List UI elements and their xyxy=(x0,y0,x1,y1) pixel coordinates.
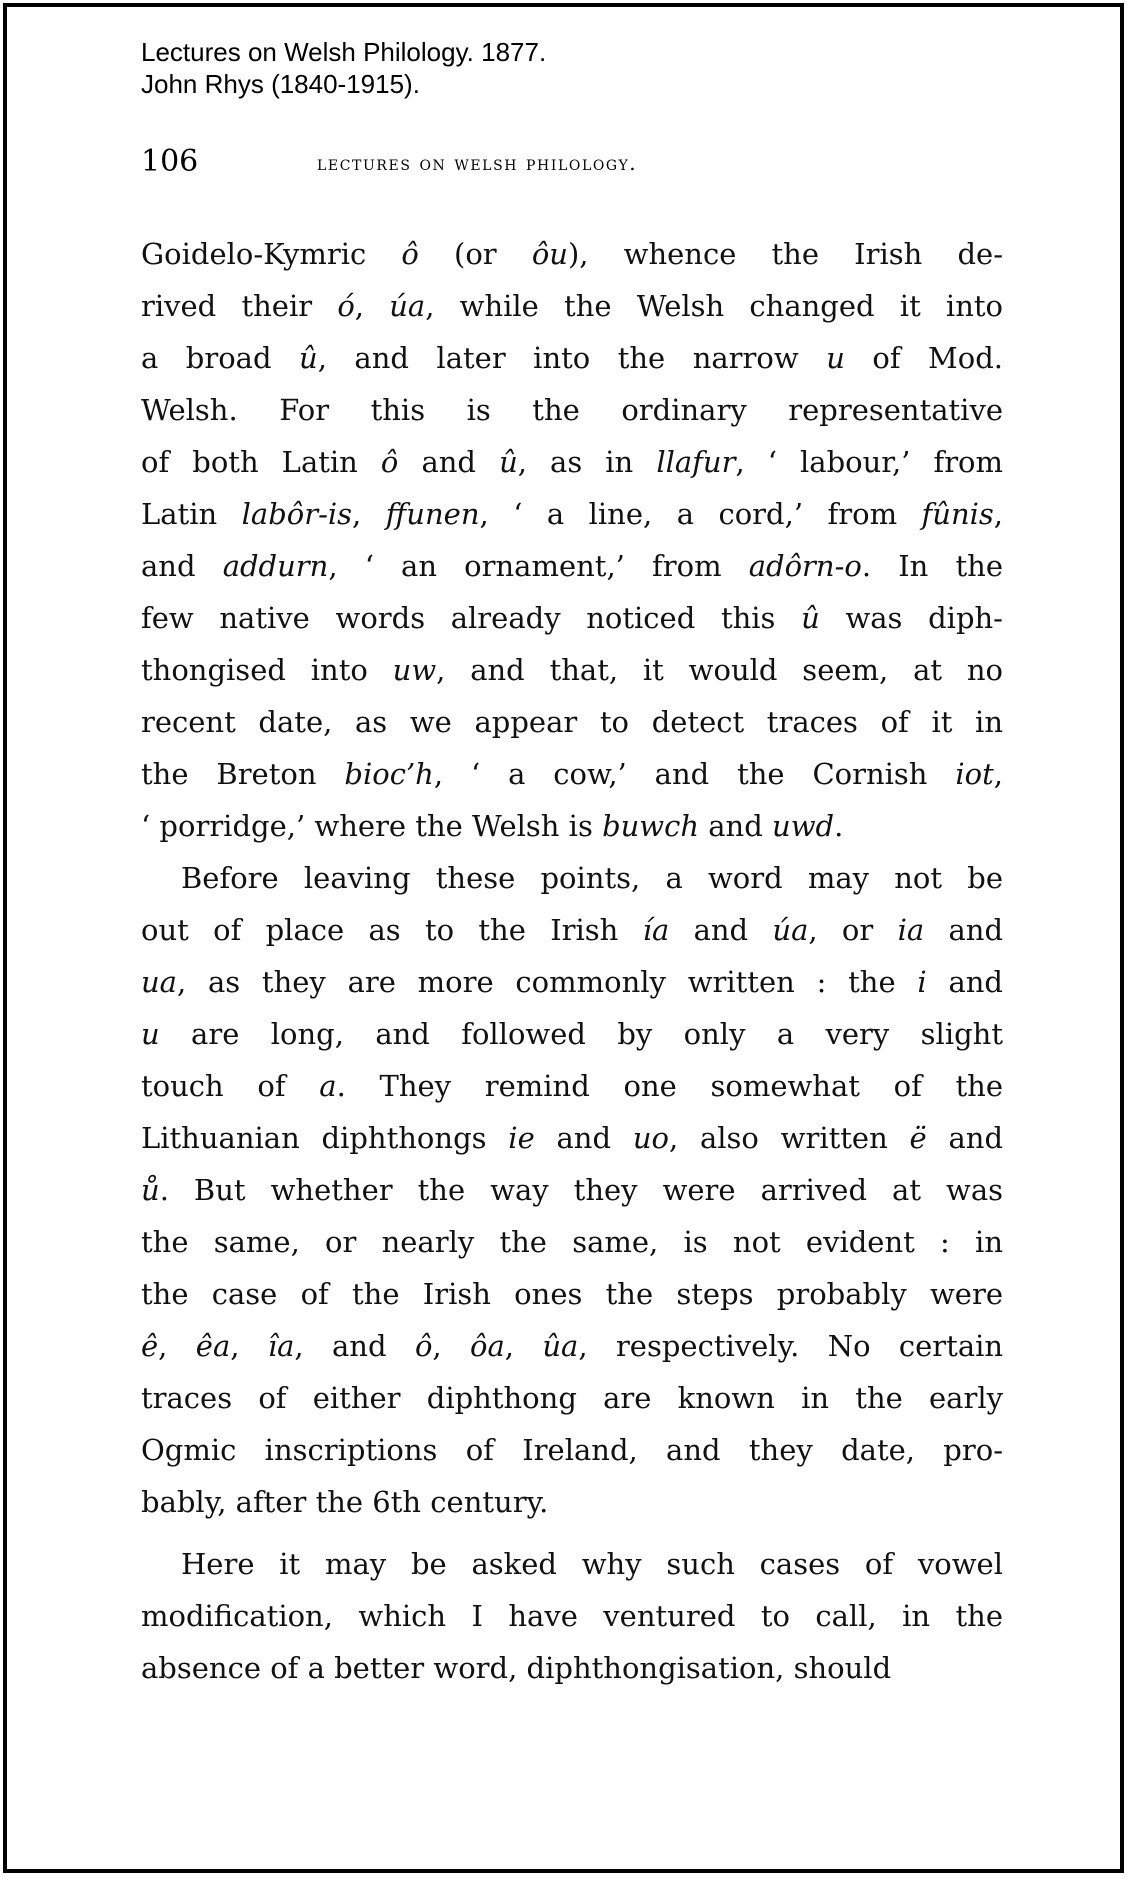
text-run: , or xyxy=(808,913,898,947)
italic-term: fûnis xyxy=(921,497,994,531)
text-line xyxy=(141,1590,1003,1642)
text-run: the Breton xyxy=(141,757,345,791)
paragraph xyxy=(141,228,1003,852)
text-line xyxy=(141,748,1003,800)
text-run: are long, and followed by only a very slight xyxy=(159,1017,1003,1051)
text-run: recent date, as we appear to detect traces of it in xyxy=(141,705,1003,739)
text-run: . But whether the way they were arrived at was xyxy=(159,1173,1003,1207)
text-line xyxy=(141,852,1003,904)
italic-term: u xyxy=(826,341,845,375)
text-run: Lithuanian diphthongs xyxy=(141,1121,509,1155)
italic-term: û xyxy=(299,341,318,375)
text-run: rived their xyxy=(141,289,338,323)
text-run: few native words already noticed this xyxy=(141,601,802,635)
italic-term: êa xyxy=(195,1329,231,1363)
text-run: , xyxy=(354,289,390,323)
italic-term: adôrn-o xyxy=(748,549,862,583)
text-run: and xyxy=(141,549,223,583)
text-run: and xyxy=(926,1121,1003,1155)
italic-term: ûa xyxy=(542,1329,579,1363)
text-run: . They remind one somewhat of the xyxy=(336,1069,1003,1103)
text-line xyxy=(141,904,1003,956)
text-run: Ogmic inscriptions of Ireland, and they date, pro- xyxy=(141,1433,1003,1467)
text-run: , xyxy=(432,1329,471,1363)
italic-term: addurn xyxy=(222,549,329,583)
text-line xyxy=(141,228,1003,280)
text-line xyxy=(141,1372,1003,1424)
text-run: a broad xyxy=(141,341,300,375)
italic-term: ôu xyxy=(531,237,568,271)
italic-term: ia xyxy=(897,913,925,947)
italic-term: ua xyxy=(141,965,177,999)
text-run: , xyxy=(352,497,386,531)
italic-term: ôa xyxy=(470,1329,505,1363)
italic-term: uwd xyxy=(772,809,835,843)
italic-term: úa xyxy=(772,913,809,947)
italic-term: ë xyxy=(909,1121,927,1155)
text-run: , and xyxy=(294,1329,415,1363)
text-run: and xyxy=(699,809,773,843)
text-run: was diph- xyxy=(819,601,1003,635)
running-head xyxy=(141,142,1003,182)
italic-term: û xyxy=(499,445,518,479)
text-run: , as in xyxy=(517,445,657,479)
text-run: , and that, it would seem, at no xyxy=(436,653,1003,687)
italic-term: llafur xyxy=(656,445,736,479)
text-run: Before leaving these points, a word may not be xyxy=(181,861,1003,895)
italic-term: ů xyxy=(141,1173,160,1207)
text-run: , xyxy=(504,1329,543,1363)
text-line xyxy=(141,1112,1003,1164)
text-run: , ‘ a cow,’ and the Cornish xyxy=(433,757,956,791)
text-run: and xyxy=(924,913,1003,947)
page-number: 106 xyxy=(141,144,199,179)
text-run: modification, which I have ventured to call, in the xyxy=(141,1599,1003,1633)
paragraph xyxy=(141,852,1003,1528)
italic-term: îa xyxy=(267,1329,295,1363)
text-run: , as they are more commonly written : the xyxy=(176,965,918,999)
text-run: thongised into xyxy=(141,653,393,687)
italic-term: ê xyxy=(141,1329,159,1363)
paragraph xyxy=(141,1538,1003,1694)
italic-term: bioc’h xyxy=(344,757,434,791)
text-line xyxy=(141,1424,1003,1476)
text-line xyxy=(141,436,1003,488)
text-run: and xyxy=(669,913,773,947)
text-line xyxy=(141,1216,1003,1268)
italic-term: û xyxy=(801,601,820,635)
text-run: Welsh. For this is the ordinary representative xyxy=(141,393,1003,427)
text-run: traces of either diphthong are known in the early xyxy=(141,1381,1003,1415)
text-line xyxy=(141,1642,1003,1694)
text-line xyxy=(141,644,1003,696)
text-run: , respectively. No certain xyxy=(578,1329,1003,1363)
text-run: the same, or nearly the same, is not evident : in xyxy=(141,1225,1003,1259)
italic-term: ó xyxy=(337,289,355,323)
text-line xyxy=(141,1538,1003,1590)
body-text xyxy=(141,228,1003,1694)
text-line xyxy=(141,540,1003,592)
text-run: Here it may be asked why such cases of vowel xyxy=(181,1547,1003,1581)
italic-term: ô xyxy=(380,445,399,479)
text-line xyxy=(141,1268,1003,1320)
text-run: of both Latin xyxy=(141,445,381,479)
text-line xyxy=(141,800,1003,852)
text-run: out of place as to the Irish xyxy=(141,913,643,947)
italic-term: labôr-is xyxy=(241,497,353,531)
text-run: , and later into the narrow xyxy=(317,341,827,375)
italic-term: buwch xyxy=(602,809,700,843)
text-line xyxy=(141,488,1003,540)
text-line xyxy=(141,1476,1003,1528)
text-run: bably, after the 6th century. xyxy=(141,1485,549,1519)
text-line xyxy=(141,592,1003,644)
italic-term: iot xyxy=(955,757,994,791)
text-line xyxy=(141,1060,1003,1112)
source-citation xyxy=(141,36,546,100)
text-run: , while the Welsh changed it into xyxy=(425,289,1003,323)
text-run: (or xyxy=(418,237,532,271)
text-run: , xyxy=(993,497,1003,531)
text-line xyxy=(141,1008,1003,1060)
text-run: Goidelo-Kymric xyxy=(141,237,402,271)
text-line xyxy=(141,956,1003,1008)
text-run: touch of xyxy=(141,1069,320,1103)
text-line xyxy=(141,1320,1003,1372)
italic-term: uw xyxy=(392,653,437,687)
text-run: ), whence the Irish de- xyxy=(567,237,1003,271)
text-run: , xyxy=(993,757,1003,791)
italic-term: u xyxy=(141,1017,160,1051)
text-run: ‘ porridge,’ where the Welsh is xyxy=(141,809,603,843)
text-run: of Mod. xyxy=(844,341,1003,375)
text-run: . xyxy=(834,809,844,843)
text-run: , ‘ a line, a cord,’ from xyxy=(479,497,922,531)
text-line xyxy=(141,1164,1003,1216)
citation-title: Lectures on Welsh Philology. 1877. xyxy=(141,37,547,67)
italic-term: a xyxy=(319,1069,337,1103)
italic-term: uo xyxy=(632,1121,669,1155)
text-run: Latin xyxy=(141,497,242,531)
text-run: . In the xyxy=(861,549,1003,583)
text-run: the case of the Irish ones the steps probably were xyxy=(141,1277,1003,1311)
italic-term: ía xyxy=(642,913,670,947)
running-title: lectures on welsh philology. xyxy=(317,151,638,175)
text-run: and xyxy=(926,965,1003,999)
text-run: , also written xyxy=(668,1121,910,1155)
text-line xyxy=(141,332,1003,384)
text-run: absence of a better word, diphthongisation, should xyxy=(141,1651,892,1685)
citation-author: John Rhys (1840-1915). xyxy=(141,69,420,99)
text-run: and xyxy=(534,1121,633,1155)
text-line xyxy=(141,384,1003,436)
italic-term: ffunen xyxy=(385,497,480,531)
text-run: , ‘ labour,’ from xyxy=(735,445,1003,479)
text-line xyxy=(141,280,1003,332)
italic-term: i xyxy=(917,965,927,999)
italic-term: ie xyxy=(508,1121,535,1155)
text-line xyxy=(141,696,1003,748)
text-run: and xyxy=(398,445,500,479)
text-run: , ‘ an ornament,’ from xyxy=(328,549,749,583)
italic-term: ô xyxy=(414,1329,433,1363)
text-run: , xyxy=(230,1329,268,1363)
text-run: , xyxy=(158,1329,196,1363)
italic-term: úa xyxy=(389,289,426,323)
italic-term: ô xyxy=(401,237,419,271)
